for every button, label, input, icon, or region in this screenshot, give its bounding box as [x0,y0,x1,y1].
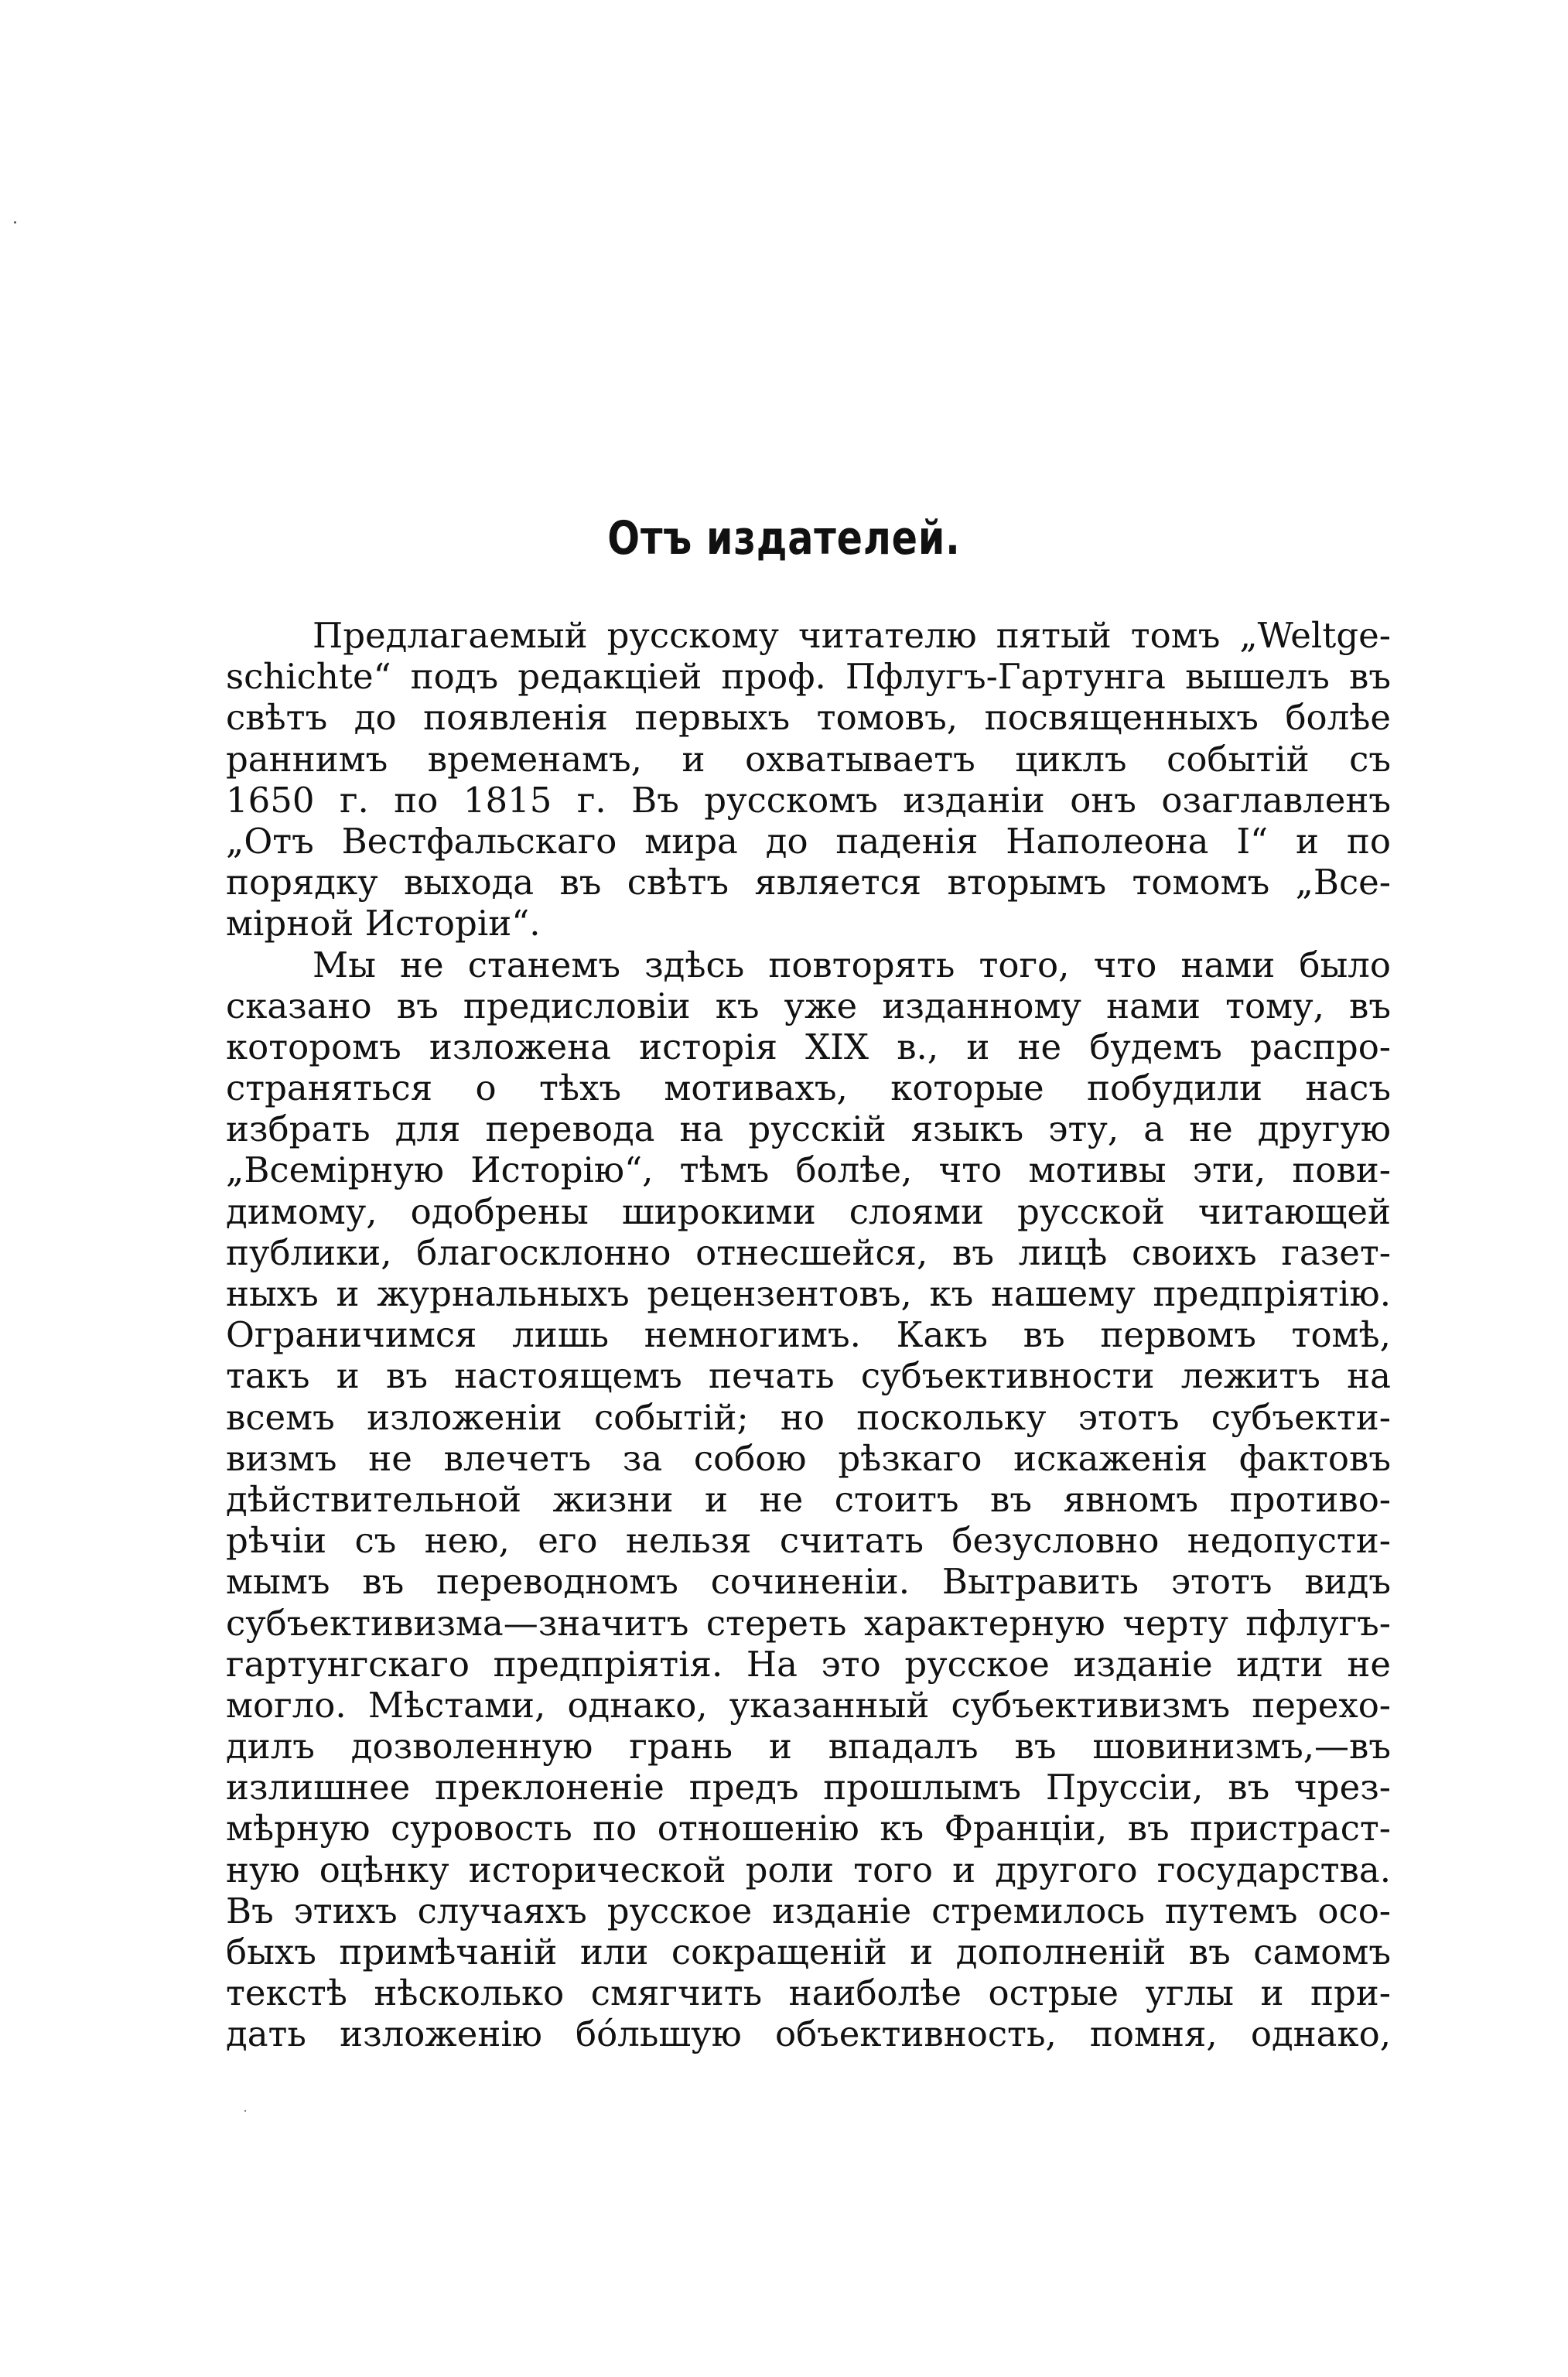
paragraph-1 [226,615,1391,944]
text-line: излишнее преклоненіе предъ прошлымъ Пруссіи, въ чрез- [226,1767,1391,1808]
text-line: „Всемірную Исторію“, тѣмъ болѣе, что мотивы эти, пови- [226,1149,1391,1191]
text-line: „Отъ Вестфальскаго мира до паденія Наполеона I“ и по [226,820,1391,862]
text-line: 1650 г. по 1815 г. Въ русскомъ изданіи онъ озаглавленъ [226,779,1391,821]
text-line: свѣтъ до появленія первыхъ томовъ, посвященныхъ болѣе [226,697,1391,739]
text-line: Ограничимся лишь немногимъ. Какъ въ первомъ томѣ, [226,1314,1391,1356]
text-line: визмъ не влечетъ за собою рѣзкаго искаженія фактовъ [226,1437,1391,1479]
text-line: текстѣ нѣсколько смягчить наиболѣе острые углы и при- [226,1972,1391,2014]
text-line: schichte“ подъ редакціей проф. Пфлугъ-Гартунга вышелъ въ [226,656,1391,698]
text-line: Предлагаемый русскому читателю пятый томъ „Weltge- [313,615,1391,656]
text-line: избрать для перевода на русскій языкъ эту, а не другую [226,1108,1391,1150]
text-line: дѣйствительной жизни и не стоитъ въ явномъ противо- [226,1478,1391,1520]
text-line: быхъ примѣчаній или сокращеній и дополненій въ самомъ [226,1931,1391,1972]
text-line: ныхъ и журнальныхъ рецензентовъ, къ нашему предпріятію. [226,1273,1391,1314]
page-title: Отъ издателей. [607,511,961,565]
text-line: порядку выхода въ свѣтъ является вторымъ томомъ „Все- [226,862,1391,903]
text-line: мымъ въ переводномъ сочиненіи. Вытравить этотъ видъ [226,1561,1391,1603]
text-line: могло. Мѣстами, однако, указанный субъективизмъ перехо- [226,1684,1391,1726]
text-line: которомъ изложена исторія XIX в., и не будемъ распро- [226,1026,1391,1067]
text-line: сказано въ предисловіи къ уже изданному нами тому, въ [226,985,1391,1026]
text-line: субъективизма—значитъ стереть характерную черту пфлугъ- [226,1602,1391,1644]
page-body [226,615,1391,2055]
text-line: Въ этихъ случаяхъ русское изданіе стремилось путемъ осо- [226,1890,1391,1931]
text-line: ную оцѣнку исторической роли того и другого государства. [226,1849,1391,1890]
text-line: дилъ дозволенную грань и впадалъ въ шовинизмъ,—въ [226,1726,1391,1767]
text-line: рѣчіи съ нею, его нельзя считать безусловно недопусти- [226,1520,1391,1562]
text-line: Мы не станемъ здѣсь повторять того, что нами было [313,944,1391,985]
text-line: мѣрную суровость по отношенію къ Франціи, въ пристраст- [226,1808,1391,1849]
text-line: гартунгскаго предпріятія. На это русское изданіе идти не [226,1643,1391,1685]
text-line: страняться о тѣхъ мотивахъ, которые побудили насъ [226,1067,1391,1109]
text-line: публики, благосклонно отнесшейся, въ лицѣ своихъ газет- [226,1231,1391,1273]
text-line: раннимъ временамъ, и охватываетъ циклъ событій съ [226,738,1391,780]
text-line: всемъ изложеніи событій; но поскольку этотъ субъекти- [226,1396,1391,1438]
paragraph-2 [226,944,1391,2055]
text-line: димому, одобрены широкими слоями русской читающей [226,1190,1391,1232]
text-line: такъ и въ настоящемъ печать субъективности лежитъ на [226,1355,1391,1397]
text-line: дать изложенію бóльшую объективность, помня, однако, [226,2013,1391,2055]
scan-speck [14,221,16,224]
text-line: мірной Исторіи“. [226,903,541,944]
scan-speck [244,2110,246,2112]
